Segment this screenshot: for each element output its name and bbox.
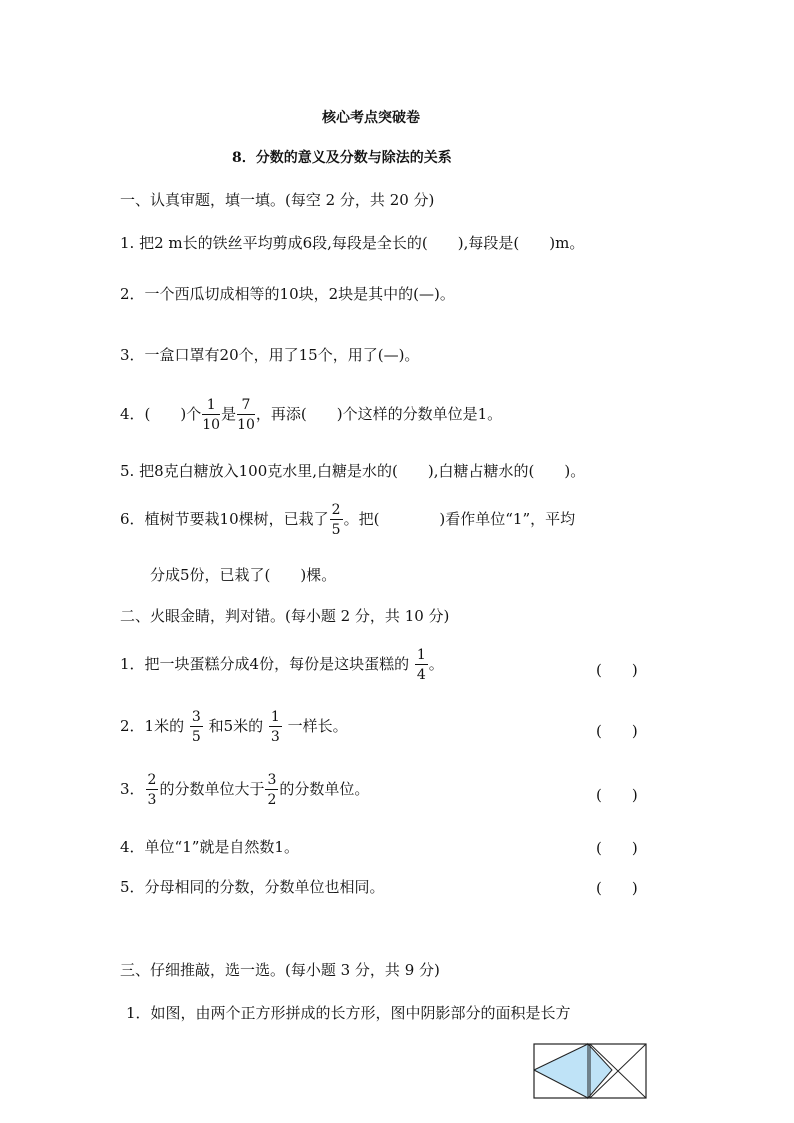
question-2-1	[120, 648, 444, 682]
fraction	[415, 648, 428, 682]
fraction	[265, 773, 278, 807]
answer-paren: ( )	[596, 661, 638, 679]
fraction	[330, 503, 343, 537]
section2-heading: 二、火眼金睛，判对错。(每小题 2 分，共 10 分)	[120, 607, 450, 625]
answer-paren: ( )	[596, 786, 638, 804]
fraction-denominator: 10	[237, 417, 255, 433]
question-3-1: 1．如图，由两个正方形拼成的长方形，图中阴影部分的面积是长方	[126, 1004, 571, 1022]
q2-2-c: 一样长。	[287, 717, 348, 735]
question-1-6-line2: 分成5份，已栽了( )棵。	[150, 566, 337, 584]
fraction	[146, 773, 159, 807]
fraction-numerator: 1	[270, 709, 280, 725]
q4-prefix: 4．( )个	[120, 405, 202, 423]
q6-suffix: 。把( )看作单位“1”，平均	[343, 510, 576, 528]
question-1-6	[120, 503, 575, 537]
q6-prefix: 6．植树节要栽10棵树，已栽了	[120, 510, 329, 528]
fraction-denominator: 3	[147, 792, 157, 808]
fraction-numerator: 1	[202, 398, 220, 415]
question-2-2	[120, 710, 348, 744]
section1-heading: 一、认真审题，填一填。(每空 2 分，共 20 分)	[120, 191, 435, 209]
q2-3-b: 的分数单位大于	[159, 780, 265, 798]
rectangle-figure	[532, 1042, 648, 1100]
fraction-numerator: 3	[267, 772, 277, 788]
fraction-denominator: 3	[270, 729, 280, 745]
fraction	[269, 710, 282, 744]
q2-1-text: 1．把一块蛋糕分成4份，每份是这块蛋糕的	[120, 655, 410, 673]
fraction	[202, 398, 220, 432]
shaded-triangle-right	[588, 1044, 612, 1098]
question-1-2: 2．一个西瓜切成相等的10块，2块是其中的(—)。	[120, 285, 455, 303]
question-1-3: 3．一盒口罩有20个，用了15个，用了(—)。	[120, 346, 420, 364]
fraction-numerator: 2	[147, 772, 157, 788]
question-2-5: 5．分母相同的分数，分数单位也相同。	[120, 878, 385, 896]
fraction	[237, 398, 255, 432]
fraction-numerator: 1	[416, 647, 426, 663]
shaded-triangle	[534, 1044, 588, 1098]
q4-mid: 是	[221, 405, 237, 423]
fraction-denominator: 5	[331, 522, 341, 538]
subtitle-text: 8．分数的意义及分数与除法的关系	[232, 150, 452, 166]
fraction-denominator: 4	[416, 667, 426, 683]
fraction-numerator: 2	[331, 502, 341, 518]
section3-heading: 三、仔细推敲，选一选。(每小题 3 分，共 9 分)	[120, 961, 440, 979]
page-title: 核心考点突破卷	[322, 110, 420, 126]
q2-2-b: 和5米的	[208, 717, 264, 735]
q2-3-a: 3．	[120, 780, 145, 798]
question-2-4: 4．单位“1”就是自然数1。	[120, 838, 299, 856]
fraction	[190, 710, 203, 744]
answer-paren: ( )	[596, 879, 638, 897]
question-1-4	[120, 398, 502, 432]
fraction-denominator: 5	[191, 729, 201, 745]
q4-suffix: ，再添( )个这样的分数单位是1。	[255, 405, 503, 423]
fraction-denominator: 10	[202, 417, 221, 433]
q2-1-end: 。	[428, 655, 444, 673]
fraction-numerator: 3	[191, 709, 201, 725]
question-1-5: 5. 把8克白糖放入100克水里,白糖是水的( ),白糖占糖水的( )。	[120, 462, 586, 480]
fraction-numerator: 7	[237, 398, 255, 415]
page-subtitle	[232, 148, 452, 168]
question-1-1: 1. 把2 m长的铁丝平均剪成6段,每段是全长的( ),每段是( )m。	[120, 234, 585, 252]
fraction-denominator: 2	[267, 792, 277, 808]
q2-3-c: 的分数单位。	[279, 780, 370, 798]
q2-2-a: 2．1米的	[120, 717, 185, 735]
answer-paren: ( )	[596, 839, 638, 857]
answer-paren: ( )	[596, 722, 638, 740]
question-2-3	[120, 773, 369, 807]
